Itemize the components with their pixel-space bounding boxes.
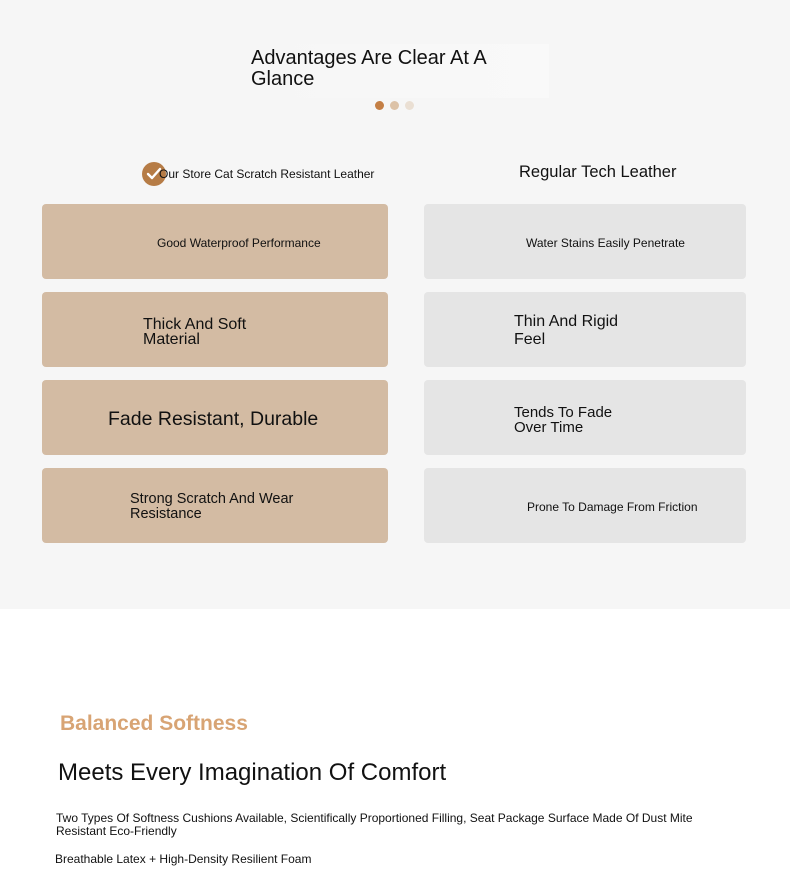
advantage-card [42,380,388,455]
advantage-label: Good Waterproof Performance [157,236,321,250]
carousel-dot[interactable] [390,101,399,110]
left-column-header [142,162,375,186]
disadvantage-label: Thin And Rigid Feel [514,313,619,348]
advantage-label: Fade Resistant, Durable [108,408,319,430]
disadvantage-card [424,468,746,543]
feature-subtext: Breathable Latex + High-Density Resilient Foam [55,852,312,866]
right-column-header: Regular Tech Leather [519,163,677,181]
feature-description: Two Types Of Softness Cushions Available, Scientifically Proportioned Filling, Seat Package Surface Made Of Dust Mite Resistant Eco-Friendly [56,811,693,838]
advantage-label: Strong Scratch And Wear Resistance [130,491,294,522]
feature-kicker: Balanced Softness [60,712,248,735]
carousel-dots [375,101,414,110]
disadvantage-label: Water Stains Easily Penetrate [526,236,685,250]
section-title: Advantages Are Clear At A Glance [245,44,549,98]
disadvantage-label: Tends To Fade Over Time [514,404,613,436]
left-column-header-label: Our Store Cat Scratch Resistant Leather [159,167,375,181]
disadvantage-card [424,292,746,367]
disadvantage-label: Prone To Damage From Friction [527,500,698,514]
advantage-card [42,204,388,279]
feature-headline: Meets Every Imagination Of Comfort [58,759,447,786]
carousel-dot[interactable] [375,101,384,110]
carousel-dot[interactable] [405,101,414,110]
advantage-label: Thick And Soft Material [143,316,247,348]
advantage-card [42,292,388,367]
feature-section [0,609,790,881]
disadvantage-card [424,204,746,279]
advantage-card [42,468,388,543]
disadvantage-card [424,380,746,455]
